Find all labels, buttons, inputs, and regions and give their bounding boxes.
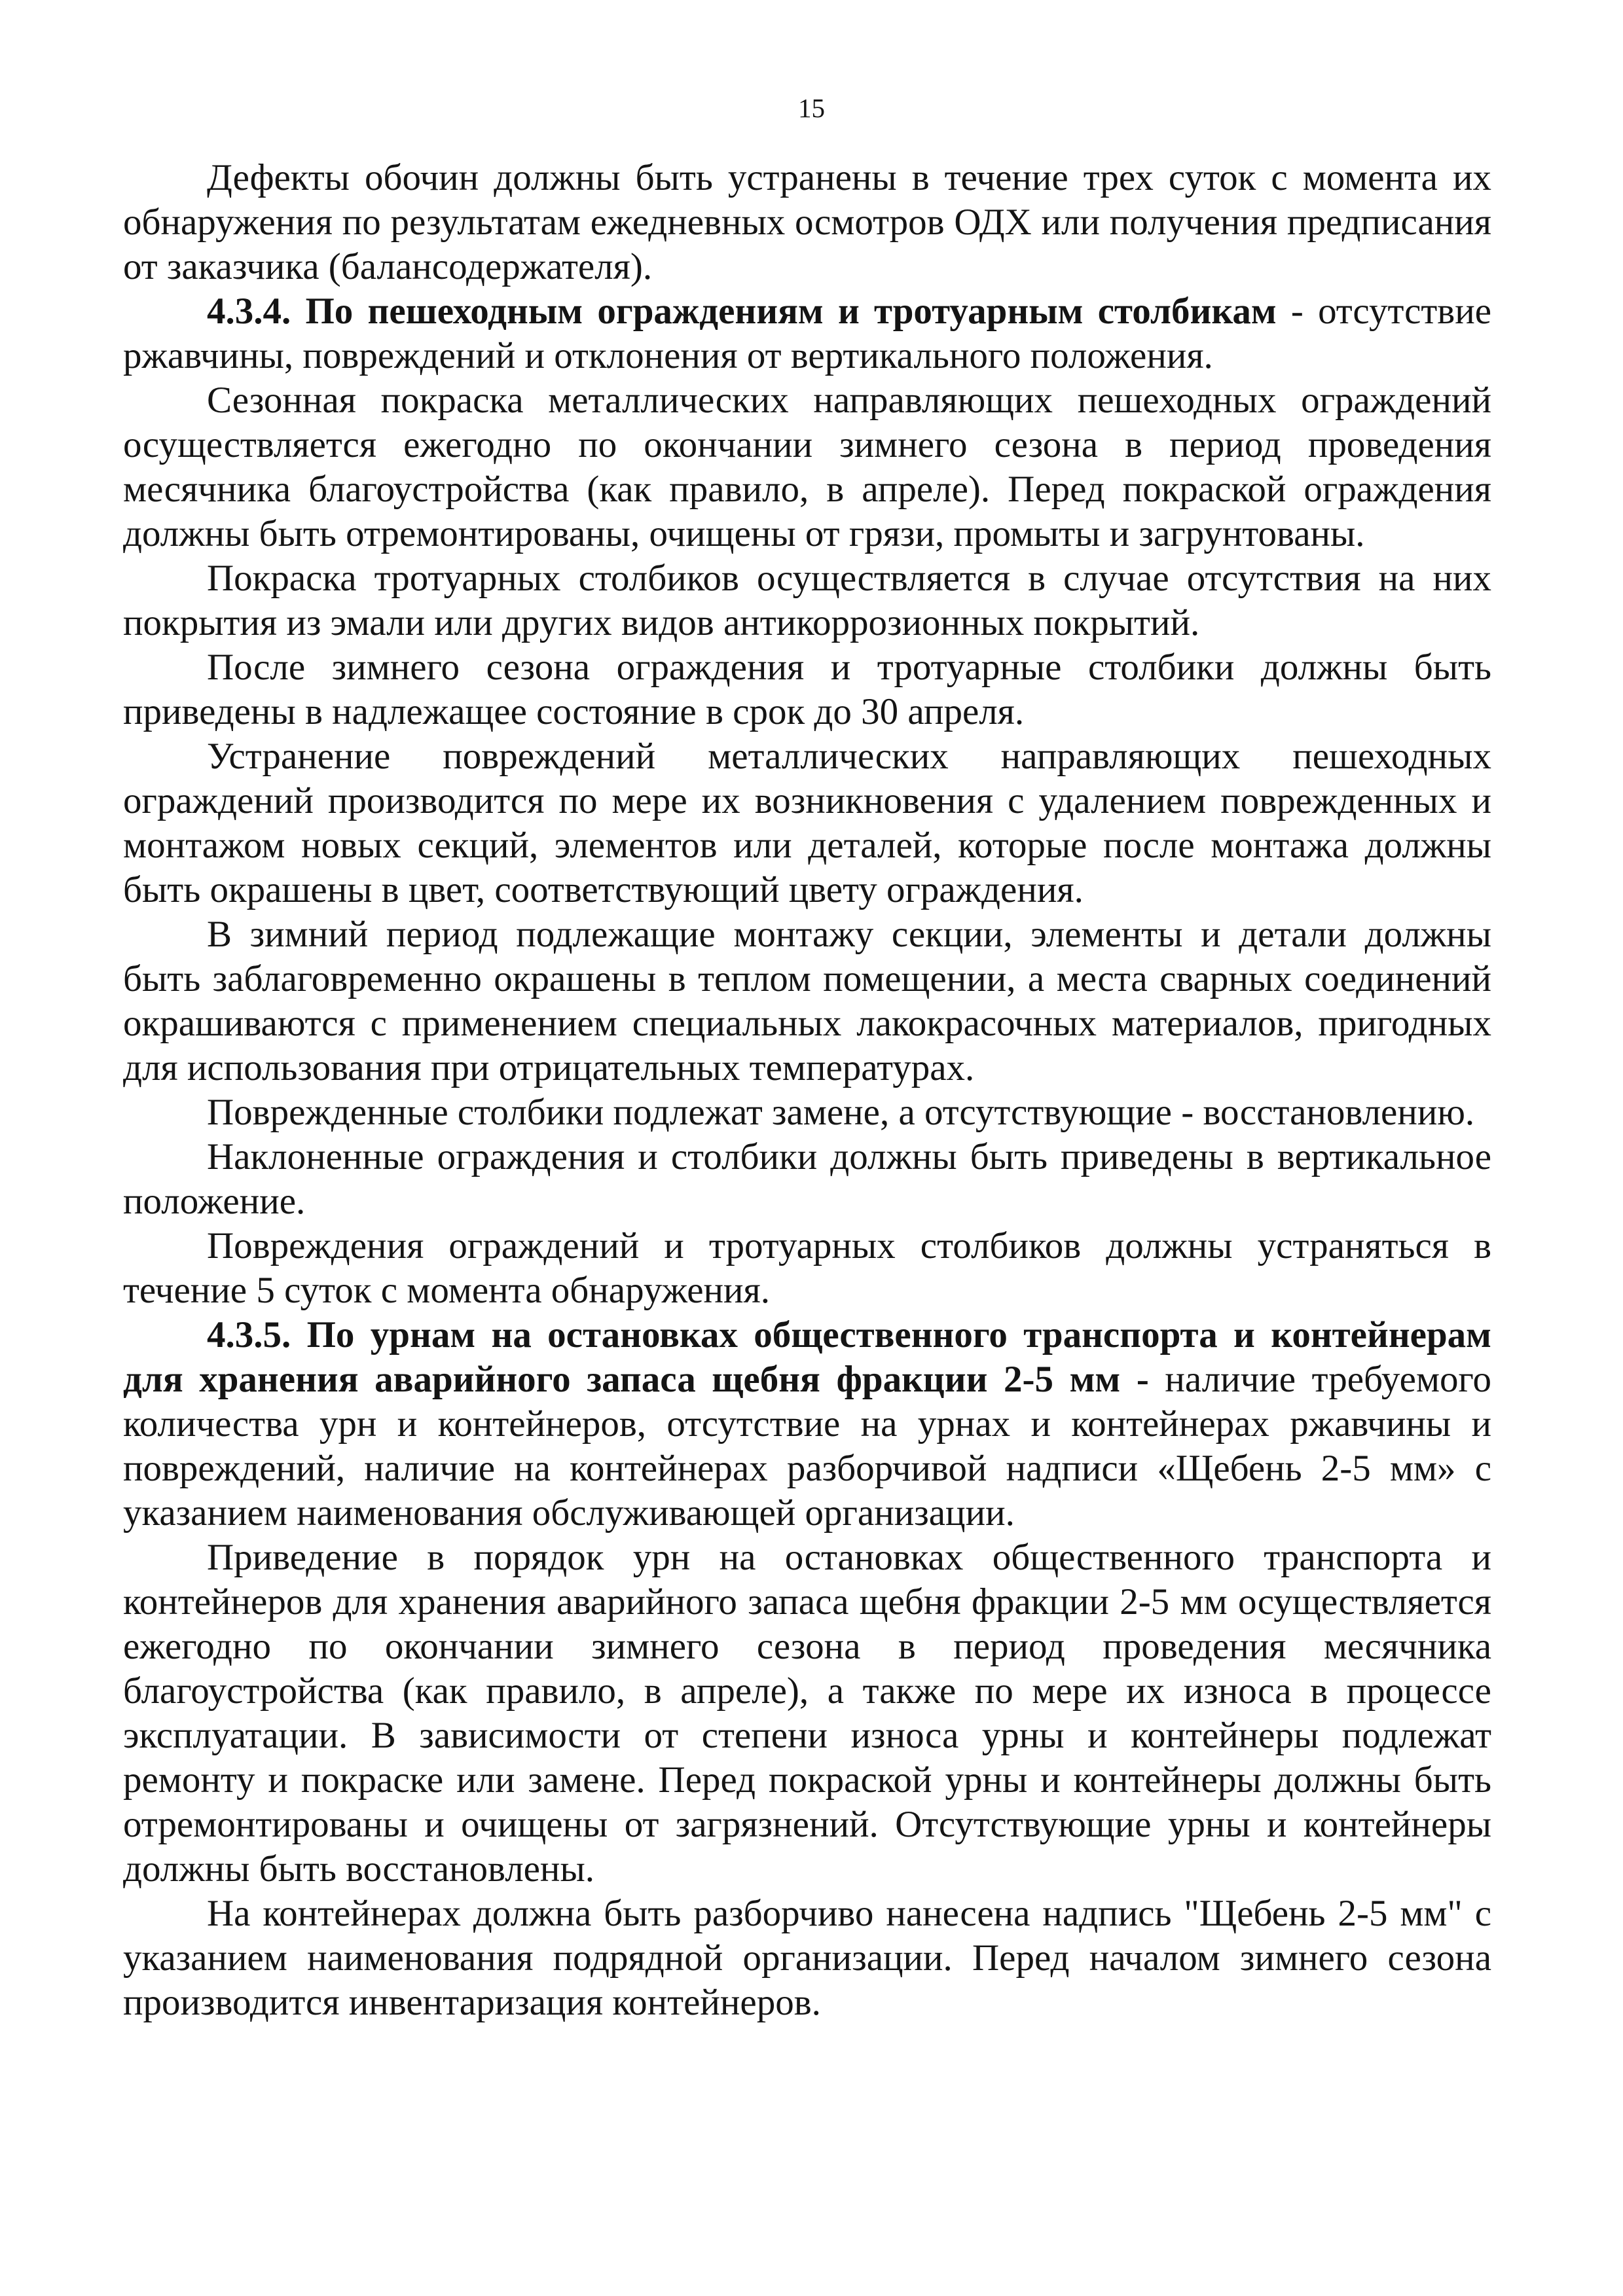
paragraph: [123, 1224, 1491, 1313]
paragraph-text: Покраска тротуарных столбиков осуществляется в случае отсутствия на них покрытия из эмали или других видов антикоррозионных покрытий.: [123, 558, 1491, 643]
paragraph-text: Наклоненные ограждения и столбики должны быть приведены в вертикальное положение.: [123, 1136, 1491, 1222]
paragraph-text: В зимний период подлежащие монтажу секции, элементы и детали должны быть заблаговременно окрашены в теплом помещении, а места сварных соединений окрашиваются с применением специальных лакокрасочных материалов, пригодных для использования при отрицательных температурах.: [123, 914, 1491, 1088]
paragraph-text: Сезонная покраска металлических направляющих пешеходных ограждений осуществляется ежегодно по окончании зимнего сезона в период проведения месячника благоустройства (как правило, в апреле). Перед покраской ограждения должны быть отремонтированы, очищены от грязи, промыты и загрунтованы.: [123, 380, 1491, 554]
section-paragraph-4-3-5: [123, 1313, 1491, 1535]
paragraph: [123, 1135, 1491, 1224]
paragraph-text: наличие требуемого количества урн и контейнеров, отсутствие на урнах и контейнерах ржавчины и повреждений, наличие на контейнерах разборчивой надписи «Щебень 2-5 мм» с указанием наименования обслуживающей организации.: [123, 1359, 1491, 1534]
paragraph: [123, 378, 1491, 556]
section-heading-4-3-4: 4.3.4. По пешеходным ограждениям и тротуарным столбикам: [207, 291, 1277, 332]
section-paragraph-4-3-4: [123, 289, 1491, 378]
paragraph-text: Повреждения ограждений и тротуарных столбиков должны устраняться в течение 5 суток с момента обнаружения.: [123, 1225, 1491, 1311]
paragraph-text: - отсутствие ржавчины, повреждений и отклонения от вертикального положения.: [123, 291, 1491, 376]
paragraph: [123, 734, 1491, 912]
document-body: [123, 156, 1491, 2025]
paragraph: [123, 645, 1491, 734]
paragraph-text: Поврежденные столбики подлежат замене, а отсутствующие - восстановлению.: [207, 1092, 1475, 1133]
paragraph: [123, 156, 1491, 289]
paragraph-text: Дефекты обочин должны быть устранены в течение трех суток с момента их обнаружения по результатам ежедневных осмотров ОДХ или получения предписания от заказчика (балансодержателя).: [123, 157, 1491, 287]
paragraph-text: Приведение в порядок урн на остановках общественного транспорта и контейнеров для хранения аварийного запаса щебня фракции 2-5 мм осуществляется ежегодно по окончании зимнего сезона в период проведения месячника благоустройства (как правило, в апреле), а также по мере их износа в процессе эксплуатации. В зависимости от степени износа урны и контейнеры подлежат ремонту и покраске или замене. Перед покраской урны и контейнеры должны быть отремонтированы и очищены от загрязнений. Отсутствующие урны и контейнеры должны быть восстановлены.: [123, 1537, 1491, 1890]
paragraph: [123, 1090, 1491, 1135]
page-number: 15: [798, 93, 825, 123]
paragraph: [123, 912, 1491, 1090]
paragraph: [123, 556, 1491, 645]
paragraph: [123, 1535, 1491, 1892]
paragraph: [123, 1892, 1491, 2025]
section-heading-4-3-5: 4.3.5. По урнам на остановках общественного транспорта и контейнерам для хранения аварийного запаса щебня фракции 2-5 мм -: [123, 1314, 1491, 1400]
paragraph-text: Устранение повреждений металлических направляющих пешеходных ограждений производится по мере их возникновения с удалением поврежденных и монтажом новых секций, элементов или деталей, которые после монтажа должны быть окрашены в цвет, соответствующий цвету ограждения.: [123, 736, 1491, 910]
paragraph-text: После зимнего сезона ограждения и тротуарные столбики должны быть приведены в надлежащее состояние в срок до 30 апреля.: [123, 647, 1491, 732]
paragraph-text: На контейнерах должна быть разборчиво нанесена надпись "Щебень 2-5 мм" с указанием наименования подрядной организации. Перед началом зимнего сезона производится инвентаризация контейнеров.: [123, 1893, 1491, 2023]
